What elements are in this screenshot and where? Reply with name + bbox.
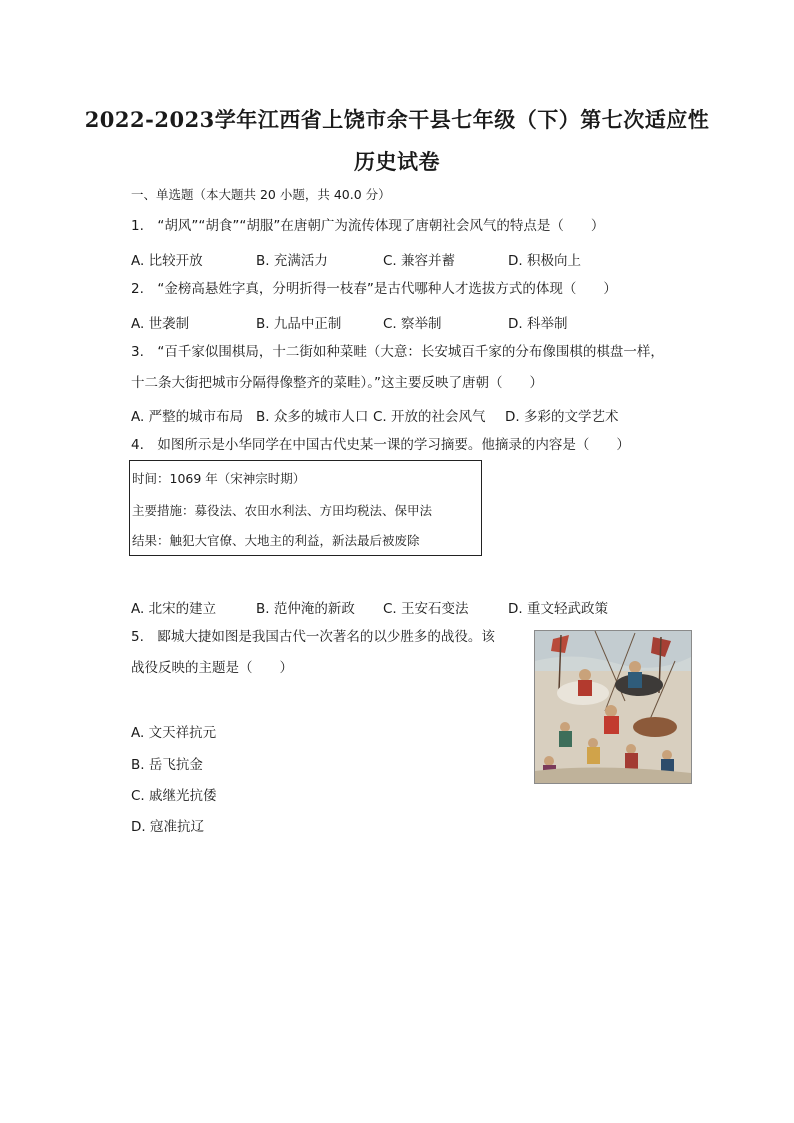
question-4-option-a: A. 北宋的建立 bbox=[131, 601, 217, 617]
battle-painting-image bbox=[534, 630, 692, 784]
exam-title-line2: 历史试卷 bbox=[354, 149, 440, 174]
question-3-option-d: D. 多彩的文学艺术 bbox=[505, 409, 619, 425]
question-5-option-a: A. 文天祥抗元 bbox=[131, 725, 217, 741]
question-2-option-a: A. 世袭制 bbox=[131, 316, 190, 332]
study-summary-box bbox=[129, 460, 482, 556]
question-3-option-c: C. 开放的社会风气 bbox=[373, 409, 486, 425]
summary-time: 时间：1069 年（宋神宗时期） bbox=[132, 471, 306, 486]
question-4-option-d: D. 重文轻武政策 bbox=[508, 601, 608, 617]
question-3-stem-line1: 3. “百千家似围棋局，十二街如种菜畦（大意：长安城百千家的分布像围棋的棋盘一样， bbox=[131, 344, 664, 360]
question-1-option-d: D. 积极向上 bbox=[508, 253, 581, 269]
question-5-stem-line1: 5. 郾城大捷如图是我国古代一次著名的以少胜多的战役。该 bbox=[131, 629, 495, 645]
question-2-stem: 2. “金榜高悬姓字真，分明折得一枝春”是古代哪种人才选拔方式的体现（ ） bbox=[131, 281, 617, 297]
question-5-stem-line2: 战役反映的主题是（ ） bbox=[131, 660, 293, 676]
question-3-stem-line2: 十二条大街把城市分隔得像整齐的菜畦）。”这主要反映了唐朝（ ） bbox=[131, 375, 543, 391]
question-1-option-b: B. 充满活力 bbox=[256, 253, 328, 269]
question-4-option-b: B. 范仲淹的新政 bbox=[256, 601, 355, 617]
question-5-option-c: C. 戚继光抗倭 bbox=[131, 788, 217, 804]
question-4-stem: 4. 如图所示是小华同学在中国古代史某一课的学习摘要。他摘录的内容是（ ） bbox=[131, 437, 630, 453]
question-1-stem: 1. “胡风”“胡食”“胡服”在唐朝广为流传体现了唐朝社会风气的特点是（ ） bbox=[131, 218, 605, 234]
summary-measures: 主要措施：募役法、农田水利法、方田均税法、保甲法 bbox=[132, 503, 433, 518]
question-5-option-b: B. 岳飞抗金 bbox=[131, 757, 203, 773]
question-2-option-c: C. 察举制 bbox=[383, 316, 442, 332]
question-3-option-a: A. 严整的城市布局 bbox=[131, 409, 244, 425]
question-1-option-a: A. 比较开放 bbox=[131, 253, 203, 269]
question-3-option-b: B. 众多的城市人口 bbox=[256, 409, 369, 425]
question-2-option-d: D. 科举制 bbox=[508, 316, 568, 332]
section-heading: 一、单选题（本大题共 20 小题，共 40.0 分） bbox=[131, 187, 391, 202]
question-4-option-c: C. 王安石变法 bbox=[383, 601, 469, 617]
exam-title-line1: 2022-2023学年江西省上饶市余干县七年级（下）第七次适应性 bbox=[84, 107, 710, 132]
question-1-option-c: C. 兼容并蓄 bbox=[383, 253, 456, 269]
summary-result: 结果：触犯大官僚、大地主的利益，新法最后被废除 bbox=[132, 533, 420, 548]
question-5-option-d: D. 寇准抗辽 bbox=[131, 819, 204, 835]
question-2-option-b: B. 九品中正制 bbox=[256, 316, 342, 332]
